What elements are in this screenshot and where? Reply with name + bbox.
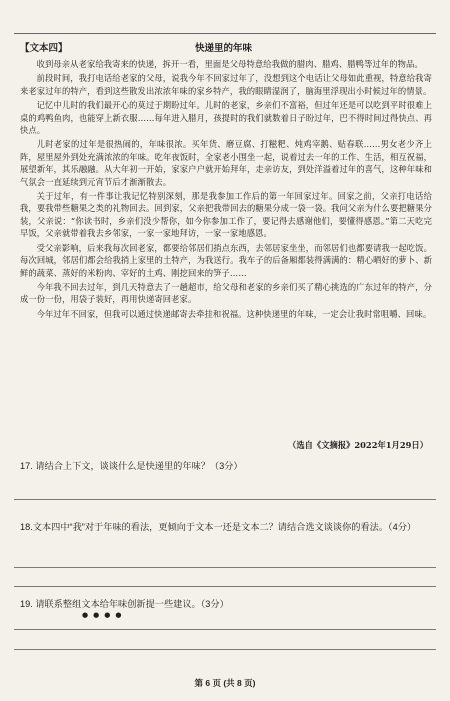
answer-line [14, 499, 436, 500]
answer-line [14, 567, 436, 568]
article-title: 快递里的年味 [195, 43, 253, 54]
article-body [20, 58, 432, 322]
answer-line [14, 629, 436, 630]
answer-line [14, 649, 436, 650]
article-paragraph: 今年我不回去过年，到几天特意去了一趟超市，给父母和老家的乡亲们买了精心挑选的广东过年的特产，分成一份一份，用袋子装好，再用快递寄回老家。 [20, 281, 432, 305]
text-label: 【文本四】 [20, 43, 68, 54]
text-header [20, 40, 432, 54]
article-paragraph: 前段时间，我打电话给老家的父母，说我今年不回家过年了，没想到这个电话让父母如此重视，特意给我寄来老家过年的特产，看到这些散发出浓浓年味的家乡特产，我的眼睛湿润了，脑海里浮现出小时候过年的情景。 [20, 73, 432, 96]
article-paragraph: 关于过年，有一件事让我记忆特别深刻，那是我参加工作后的第一年回家过年。回家之前，父亲打电话给我，要我带些糖果之类的礼物回去。回到家，父亲把我带回去的糖果分成一袋一袋。我问父亲为什么要把糖果分装，父亲说：“你读书时，乡亲们没少帮你，如今你参加工作了，要记得去感谢他们，要懂得感恩。”第二天吃完早饭，父亲就带着我去乡邻家，一家一家地拜访，一家一家地感恩。 [20, 191, 432, 239]
article-paragraph: 儿时老家的过年是很热闹的，年味很浓。买年货、磨豆腐、打糍粑、炖鸡宰鹅、贴春联……男女老少齐上阵，屋里屋外到处充满浓浓的年味。吃年夜饭时，全家老小围坐一起，说着过去一年的工作、生活，相互祝福，展望新年，其乐融融。从大年初一开始，家家户户就开始拜年，走亲访友，到处洋溢着过年的喜气，这种年味和气氛会一直延续到元宵节后才渐渐散去。 [20, 139, 432, 187]
article-source: （选自《文摘报》2022年1月29日） [288, 440, 428, 450]
question-17: 17. 请结合上下文，谈谈什么是快递里的年味？（3分） [20, 461, 243, 471]
article-paragraph: 收到母亲从老家给我寄来的快递，拆开一看，里面是父母特意给我做的腊肉、腊鸡、腊鸭等过年的物品。 [36, 59, 423, 69]
answer-line [14, 586, 436, 587]
emphasis-dots: ●●●● [82, 611, 127, 619]
top-rule [14, 33, 436, 34]
question-18: 18.文本四中“我”对于年味的看法，更倾向于文本一还是文本二？请结合选文谈谈你的看法。（4分） [20, 522, 417, 532]
question-19: 19. 请联系整组文本给年味创新提一些建议。（3分） [20, 599, 229, 609]
article-paragraph: 记忆中儿时的我们最开心的莫过于期盼过年。儿时的老家，乡亲们不富裕，但过年还是可以吃到平时很难上桌的鸡鸭鱼肉，也能穿上新衣服……每年进入腊月，孩提时的我们就数着日子盼过年，巴不得时间过得快点、再快点。 [20, 100, 432, 136]
article-paragraph: 今年过年不回家，但我可以通过快递邮寄去牵挂和祝福。这种快递里的年味，一定会让我时常咀嚼、回味。 [36, 308, 432, 319]
page-number: 第 6 页 (共 8 页) [194, 678, 256, 688]
article-paragraph: 受父亲影响，后来我每次回老家，都要给邻居们捎点东西，去邻居家坐坐，而邻居们也都要请我一起吃饭。每次回城，邻居们都会给我捎上家里的土特产，为我送行。我车子的后备厢都装得满满的：精心晒好的萝卜、新鲜的蔬菜、蒸好的米粉肉、宰好的土鸡、刚挖回来的笋子…… [20, 242, 432, 278]
